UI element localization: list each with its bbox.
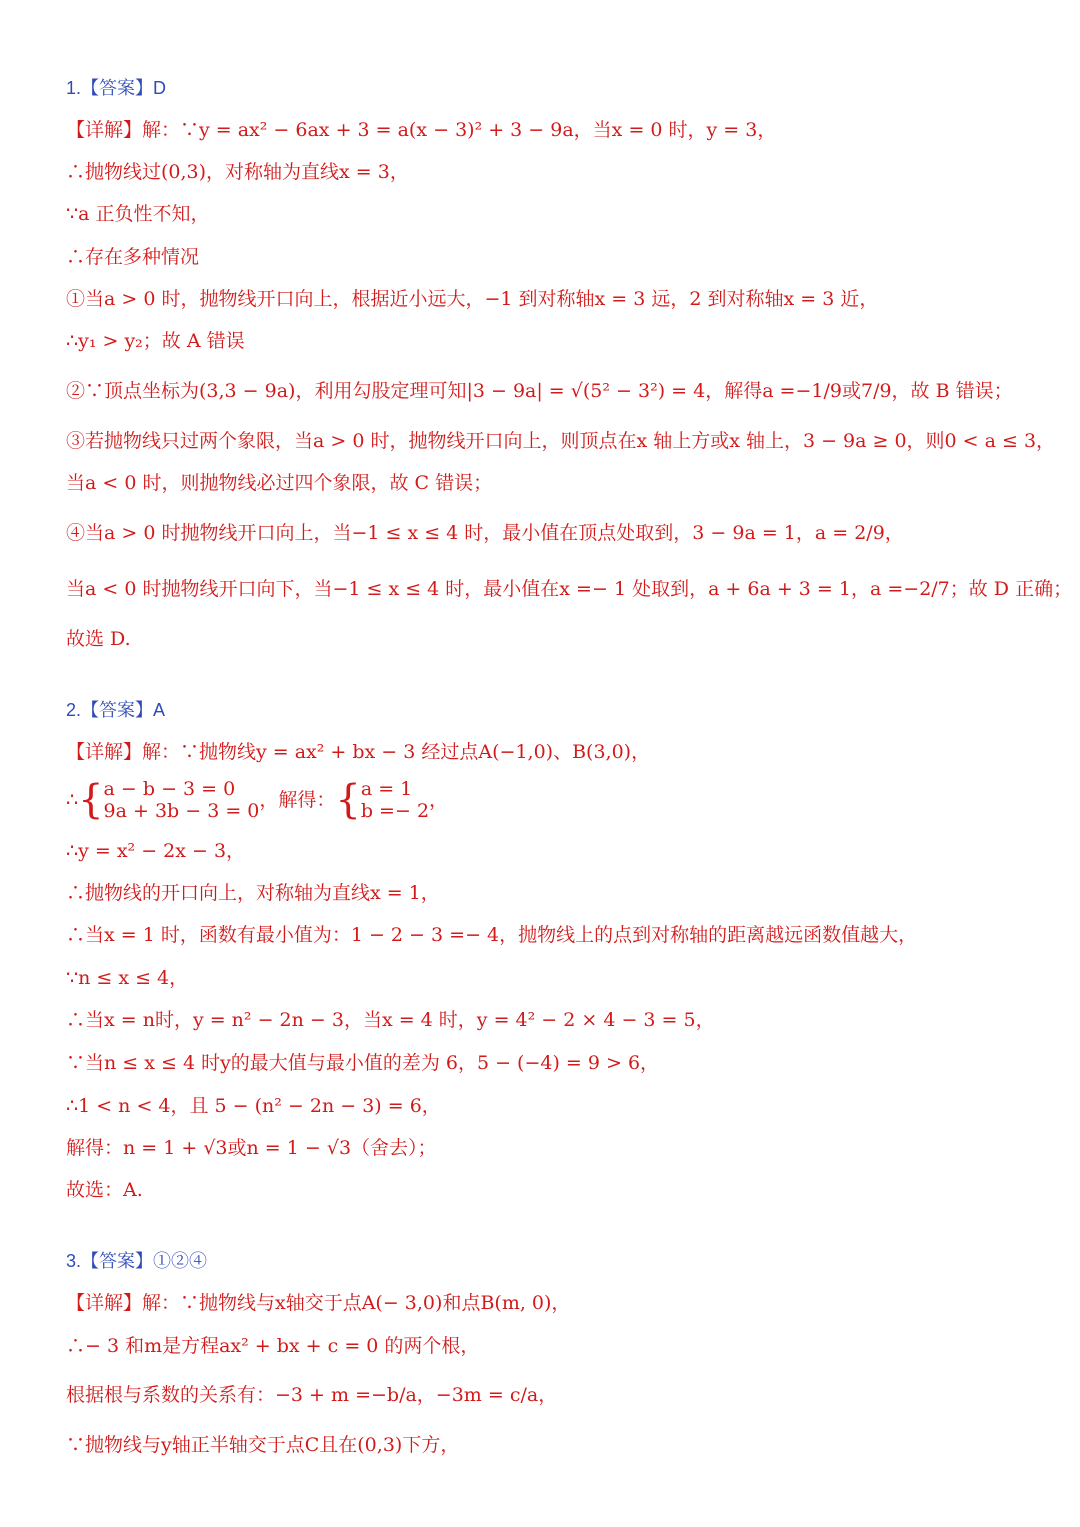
q2-answer-heading: 2.【答案】A — [66, 700, 166, 720]
q1-line-6: ∴y₁ > y₂；故 A 错误 — [66, 330, 245, 352]
q1-line-4: ∴存在多种情况 — [66, 246, 200, 268]
solution-1: a = 1 — [360, 778, 413, 800]
q2-line-7: ∴当x = n时，y = n² − 2n − 3，当x = 4 时，y = 4² − 2 × 4 − 3 = 5， — [66, 1009, 715, 1031]
q2-line-1: 【详解】解：∵抛物线y = ax² + bx − 3 经过点A(−1,0)、B(3,0)， — [66, 741, 651, 763]
q2-equation-system — [66, 778, 1050, 822]
q3-answer-heading: 3.【答案】①②④ — [66, 1251, 208, 1271]
q3-line-3: 根据根与系数的关系有：−3 + m =−b/a，−3m = c/a， — [66, 1384, 558, 1406]
q2-line-8: ∵当n ≤ x ≤ 4 时y的最大值与最小值的差为 6，5 − (−4) = 9 > 6， — [66, 1052, 660, 1074]
q3-line-4: ∵抛物线与y轴正半轴交于点C且在(0,3)下方， — [66, 1434, 460, 1456]
q2-line-6: ∵n ≤ x ≤ 4， — [66, 967, 189, 989]
q1-line-1: 【详解】解：∵y = ax² − 6ax + 3 = a(x − 3)² + 3 − 9a，当x = 0 时，y = 3， — [66, 119, 777, 141]
q3-line-1: 【详解】解：∵抛物线与x轴交于点A(− 3,0)和点B(m, 0)， — [66, 1292, 571, 1314]
q2-line-4: ∴抛物线的开口向上，对称轴为直线x = 1， — [66, 882, 440, 904]
left-brace-icon: { — [78, 777, 104, 823]
q1-line-12: 故选 D. — [66, 628, 131, 650]
solve-label: ，解得： — [259, 789, 336, 811]
q1-line-3: ∵a 正负性不知， — [66, 203, 210, 225]
q2-line-5: ∴当x = 1 时，函数有最小值为：1 − 2 − 3 =− 4，抛物线上的点到对称轴的距离越远函数值越大， — [66, 924, 918, 946]
therefore-symbol: ∴ — [66, 789, 79, 811]
q3-line-2: ∴− 3 和m是方程ax² + bx + c = 0 的两个根， — [66, 1335, 480, 1357]
equation-1: a − b − 3 = 0 — [103, 778, 236, 800]
q1-line-7: ②∵顶点坐标为(3,3 − 9a)，利用勾股定理可知|3 − 9a| = √(5² − 3²) = 4，解得a =−1/9或7/9，故 B 错误； — [66, 380, 1013, 402]
solution-stack — [361, 778, 429, 822]
q2-line-9: ∴1 < n < 4，且 5 − (n² − 2n − 3) = 6， — [66, 1095, 441, 1117]
left-brace-icon: { — [335, 777, 361, 823]
q1-line-9: 当a < 0 时，则抛物线必过四个象限，故 C 错误； — [66, 472, 493, 494]
q1-line-10: ④当a > 0 时抛物线开口向上，当−1 ≤ x ≤ 4 时，最小值在顶点处取到，3 − 9a = 1，a = 2/9， — [66, 522, 904, 544]
q2-line-11: 故选：A. — [66, 1179, 143, 1201]
q2-line-3: ∴y = x² − 2x − 3， — [66, 840, 246, 862]
q1-line-5: ①当a > 0 时，抛物线开口向上，根据近小远大，−1 到对称轴x = 3 远，2 到对称轴x = 3 近， — [66, 288, 879, 310]
q1-line-11: 当a < 0 时抛物线开口向下，当−1 ≤ x ≤ 4 时，最小值在x =− 1 处取到，a + 6a + 3 = 1，a =−2/7；故 D 正确； — [66, 578, 1073, 600]
q1-line-8: ③若抛物线只过两个象限，当a > 0 时，抛物线开口向上，则顶点在x 轴上方或x 轴上，3 − 9a ≥ 0，则0 < a ≤ 3， — [66, 430, 1056, 452]
q1-answer-heading: 1.【答案】D — [66, 78, 167, 98]
system-suffix: ， — [429, 789, 449, 811]
equation-stack — [104, 778, 260, 822]
solution-2: b =− 2 — [360, 800, 430, 822]
equation-2: 9a + 3b − 3 = 0 — [103, 800, 260, 822]
q2-line-10: 解得：n = 1 + √3或n = 1 − √3（舍去）； — [66, 1137, 437, 1159]
q1-line-2: ∴抛物线过(0,3)，对称轴为直线x = 3， — [66, 161, 409, 183]
